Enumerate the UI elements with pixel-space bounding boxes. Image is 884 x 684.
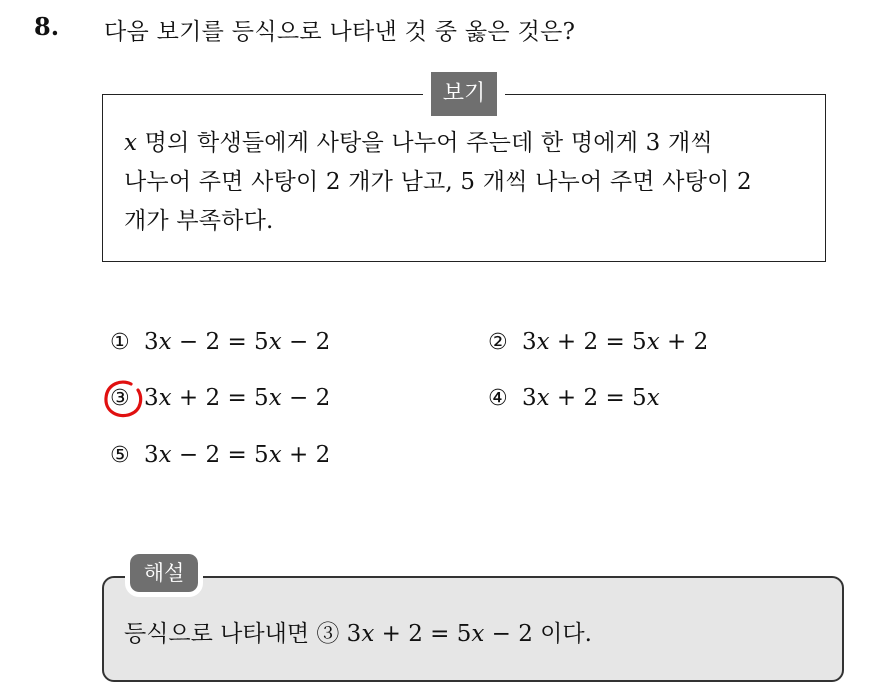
answer-circle-icon xyxy=(101,376,147,422)
choice-1[interactable] xyxy=(110,329,330,355)
solution-tag: 해설 xyxy=(130,554,198,592)
example-line-2: 나누어 주면 사탕이 2 개가 남고, 5 개씩 나누어 주면 사탕이 2 xyxy=(124,169,752,195)
variable-x: x xyxy=(124,130,138,156)
choice-3-mark: ③ xyxy=(110,386,130,411)
example-line-3: 개가 부족하다. xyxy=(124,208,274,234)
choice-2-expr: 3x + 2 = 5x + 2 xyxy=(522,329,709,355)
choice-4[interactable] xyxy=(488,385,660,411)
choice-1-expr: 3x − 2 = 5x − 2 xyxy=(144,329,331,355)
choice-4-mark: ④ xyxy=(488,386,508,411)
choice-5-expr: 3x − 2 = 5x + 2 xyxy=(144,442,331,468)
choice-5-mark: ⑤ xyxy=(110,443,130,468)
example-tag: 보기 xyxy=(431,72,497,116)
example-line-1 xyxy=(124,124,814,163)
choice-4-expr: 3x + 2 = 5x xyxy=(522,385,660,411)
example-line-1-text: 명의 학생들에게 사탕을 나누어 주는데 한 명에게 3 개씩 xyxy=(137,130,713,156)
choice-2[interactable] xyxy=(488,329,708,355)
question-number: 8. xyxy=(34,12,60,41)
solution-text: 등식으로 나타내면 ③ 3x + 2 = 5x − 2 이다. xyxy=(124,621,592,647)
choice-3-expr: 3x + 2 = 5x − 2 xyxy=(144,385,331,411)
choice-5[interactable] xyxy=(110,442,330,468)
question-text: 다음 보기를 등식으로 나타낸 것 중 옳은 것은? xyxy=(104,19,576,45)
example-text xyxy=(124,124,814,241)
choice-1-mark: ① xyxy=(110,330,130,355)
choice-2-mark: ② xyxy=(488,330,508,355)
